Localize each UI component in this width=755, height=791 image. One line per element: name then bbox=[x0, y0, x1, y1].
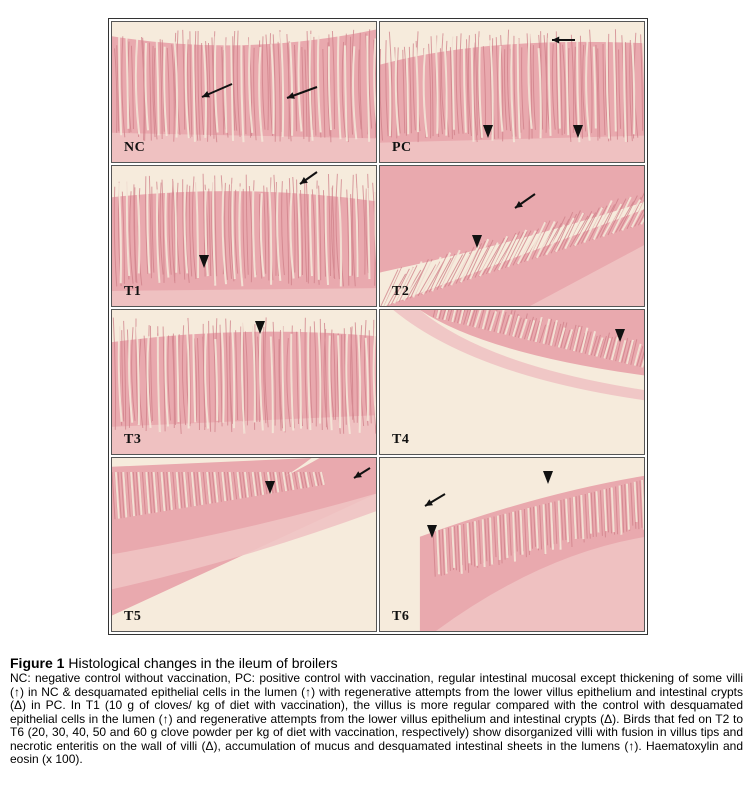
micrograph-t6 bbox=[380, 458, 645, 632]
panel-t5 bbox=[111, 457, 377, 632]
panel-pc bbox=[379, 21, 645, 163]
micrograph-t1 bbox=[112, 166, 377, 307]
panel-label-t6: T6 bbox=[392, 609, 410, 624]
micrograph-nc bbox=[112, 22, 377, 163]
caption-heading bbox=[10, 655, 743, 671]
panel-label-t1: T1 bbox=[124, 284, 142, 299]
caption-title: Histological changes in the ileum of broilers bbox=[68, 655, 338, 671]
panel-label-t4: T4 bbox=[392, 432, 410, 447]
figure-panel-grid bbox=[108, 18, 648, 635]
panel-t1 bbox=[111, 165, 377, 307]
figure-caption bbox=[10, 655, 743, 767]
micrograph-t5 bbox=[112, 458, 377, 632]
panel-label-t5: T5 bbox=[124, 609, 142, 624]
panel-label-t2: T2 bbox=[392, 284, 410, 299]
micrograph-t3 bbox=[112, 310, 377, 455]
panel-t2 bbox=[379, 165, 645, 307]
panel-t3 bbox=[111, 309, 377, 455]
panel-nc bbox=[111, 21, 377, 163]
panel-t6 bbox=[379, 457, 645, 632]
micrograph-t4 bbox=[380, 310, 645, 455]
figure-number: Figure 1 bbox=[10, 655, 65, 671]
caption-body: NC: negative control without vaccination, PC: positive control with vaccination, regular intestinal mucosal except thickening of some villi (↑) in NC & desquamated epithelial cells in the lumen (↑) with regenerative attempts from the lower villus epithelium and intestinal crypts (Δ) in PC. In T1 (10 g of cloves/ kg of diet with vaccination), the villus is more regular compared with the control with desquamated epithelial cells in the lumen (↑) and regenerative attempts from the lower villus epithelium and intestinal crypts (Δ). Birds that fed on T2 to T6 (20, 30, 40, 50 and 60 g clove powder per kg of diet with vaccination, respectively) show disorganized villi with fusion in villus tips and necrotic enteritis on the wall of villi (Δ), accumulation of mucus and desquamated intestinal sheets in the lumens (↑). Haematoxylin and eosin (x 100). bbox=[10, 671, 743, 766]
muscle-layer bbox=[112, 288, 377, 307]
micrograph-t2 bbox=[380, 166, 645, 307]
panel-label-pc: PC bbox=[392, 140, 412, 155]
panel-t4 bbox=[379, 309, 645, 455]
micrograph-pc bbox=[380, 22, 645, 163]
panel-label-nc: NC bbox=[124, 140, 146, 155]
panel-label-t3: T3 bbox=[124, 432, 142, 447]
